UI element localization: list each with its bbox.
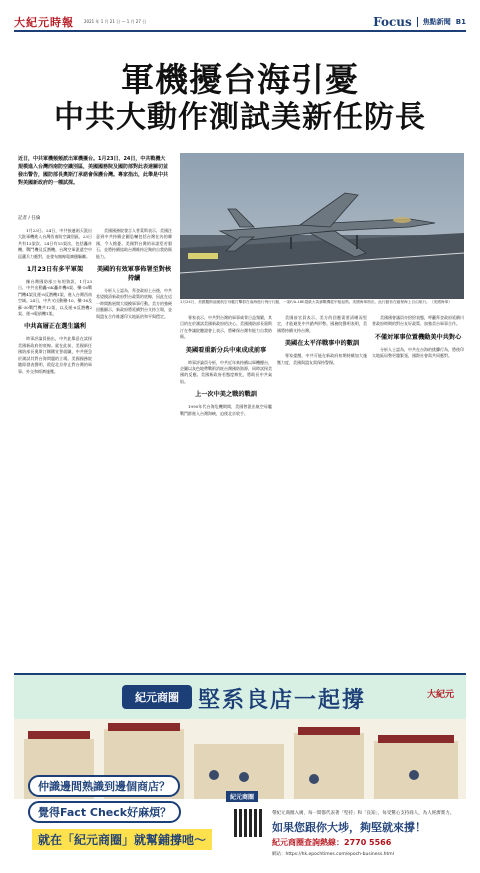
ad-title: 堅系良店一起撐 — [198, 688, 367, 713]
header-divider — [417, 17, 418, 27]
paragraph: 分析人士認為，中共在台海的挑釁行為，將使印太地區局勢更趨緊張，國際社會需共同應對。 — [372, 346, 464, 359]
advertisement — [14, 673, 466, 861]
ad-logo: 大紀元 — [426, 690, 454, 700]
subheading: 1月23日有多平軍架 — [26, 266, 84, 274]
paragraph: 時事評論員指出，中共此舉意在試探美國新政府的底線。就在此前，美國新任國防部長奧斯汀剛剛宣誓就職，中共便急於測試其對台海問題的立場。美國國務院隨即發表聲明，敦促北京停止對台灣的軍事、外交和經濟施壓。 — [18, 336, 92, 374]
ad-call-to-action: 就在「紀元商圈」就幫鋪撐吔～ — [32, 829, 212, 850]
issue-date: 2021 年 1 月 21 日 — 1 月 27 日 — [84, 19, 147, 24]
subheading: 不僅対軍事位置機動美中共對心 — [374, 333, 462, 341]
paragraph: 美國國會議員亦紛紛表態，呼籲拜登政府延續川普政府時期的對台友好政策，加強美台軍事合作。 — [372, 315, 464, 327]
ad-hotline: 紀元商圈查詢熱線：2770 5566 — [272, 838, 392, 847]
article-column-lower-1 — [180, 315, 272, 667]
paragraph: 美國前官員表示，美方的回應需要清晰而堅定，才能避免中共錯判形勢。國務院聲明表明，美國將持續支持台灣。 — [277, 315, 367, 333]
focus-label: Focus — [373, 15, 412, 29]
qr-code-icon — [232, 807, 264, 839]
subheading: 中共高層正在選生議利 — [24, 323, 86, 331]
paragraph: 據台灣國防部公布的資訊，1月23日，中共出動轟-6K轟炸機8架、殲-16戰鬥機4架及運-8反潛機1架，進入台灣西南空域。24日，中共又出動殲-10、殲-16及蘇-30戰鬥機共12架，以及運-8反潛機2架、運-9電偵機1架。 — [18, 279, 92, 317]
article-column-middle — [96, 228, 172, 648]
article-column-lower-3 — [372, 315, 464, 667]
ad-slogan: 如果您跟你大埗，夠堅就來撐！ — [272, 821, 426, 834]
ad-badge: 紀元商圈 — [122, 685, 192, 709]
ad-info — [272, 811, 462, 848]
fighter-jet-illustration — [180, 153, 464, 299]
ad-question-bubble: 仲識邊間熟識到邊個商店？ — [28, 775, 180, 797]
subheading: 美國的有效軍事佈署至對核持續 — [96, 266, 172, 283]
ad-question-bubble: 覺得Fact Check好麻煩？ — [28, 801, 181, 823]
paragraph: 專家提醒，中共可能在新政府初期持續加大施壓力度，美國與盟友需保持警惕。 — [277, 353, 367, 365]
section-label: 焦點新聞 — [422, 18, 451, 26]
subheading: 上一次中美之戰的戰訓 — [195, 391, 257, 399]
subheading: 美國看重新分兵中東成成前事 — [185, 346, 267, 354]
photo-caption: 1月24日，美國羅斯福號航空母艦打擊群在南海進行例行行動，一架F/A-18E超級大黃蜂戰機從甲板起飛。美國海軍指出，此行動旨在確保海上自由航行。（美國海軍） — [180, 300, 452, 304]
headline-line-1: 軍機擾台海引憂 — [121, 60, 359, 99]
lead-paragraph: 近日，中共軍機頻頻派出軍機擾台。1月23日、24日，中共戰機大規模進入台灣西南防空識別區，美國國務院及國防部對此表達關切並發出警告，國防部長奧斯汀承諾會保護台灣。專家指出，此舉是中共對美國新政府的一種試探。 — [18, 156, 169, 186]
page-header — [14, 14, 466, 32]
paragraph: 美國國務院發言人普萊斯表示，美國注意到中共持續企圖恐嚇包括台灣在內的鄰國，令人擔憂。美國對台灣的承諾堅若磐石，並將持續協助台灣維持足夠的自我防衛能力。 — [96, 228, 172, 259]
paragraph: 1990年代台海危機期間，美國曾派出航空母艦戰鬥群進入台灣海峽，迫使北京收手。 — [180, 404, 272, 416]
byline: 記者 / 任倫 — [18, 216, 41, 221]
paragraph: 時事評論員分析，中共近年來持續以軍機擾台，企圖以灰色地帶戰術消耗台灣國防資源，同時試探美國的反應。美國新政府若態度軟化，將助長中共氣焰。 — [180, 359, 272, 384]
news-photo-fighter-jet — [180, 153, 464, 299]
article-column-lower-2 — [277, 315, 367, 667]
headline-line-2: 中共大動作測試美新任防長 — [54, 100, 426, 135]
header-right — [373, 15, 466, 29]
ad-website: 網站：https://hk.epochtimes.com/epoch-business.html — [272, 852, 394, 857]
ad-tag: 紀元商圈 — [226, 791, 258, 802]
page-number: B1 — [455, 18, 466, 26]
paragraph: 專家表示，中共對台灣的軍事威脅日益頻繁，其目的在於測試美國新政府的決心。美國國防部長奧斯汀在參議院聽證會上表示，將確保台灣有能力自我防衛。 — [180, 315, 272, 340]
paragraph: 1月23日、24日，中共接連兩天派出大批軍機進入台灣西南防空識別區，23日共有13架次、24日有15架次，包括轟炸機、戰鬥機及反潛機。台灣空軍派遣空中巡邏兵力應對，並發布無線電廣播驅離。 — [18, 228, 92, 259]
paragraph: 分析人士認為，拜登政府上台後，中共希望摸清新政府對台政策的底線，因此在這一時間點展開大規模軍事行動。美方的強硬回應顯示，新政府將延續對台支持立場，並與盟友合作維護印太地區的和平與穩定。 — [96, 288, 172, 319]
newspaper-logo: 大紀元時報 — [14, 16, 74, 29]
ad-description: 帶紀元商圈入廣，每一間都代表著「堅持」和「良知」，每受驚心支持商人，為人經濟實力。 — [272, 811, 455, 816]
article-column-left — [18, 228, 92, 648]
subheading: 美國在太平洋戰事中的數訓 — [284, 340, 360, 348]
